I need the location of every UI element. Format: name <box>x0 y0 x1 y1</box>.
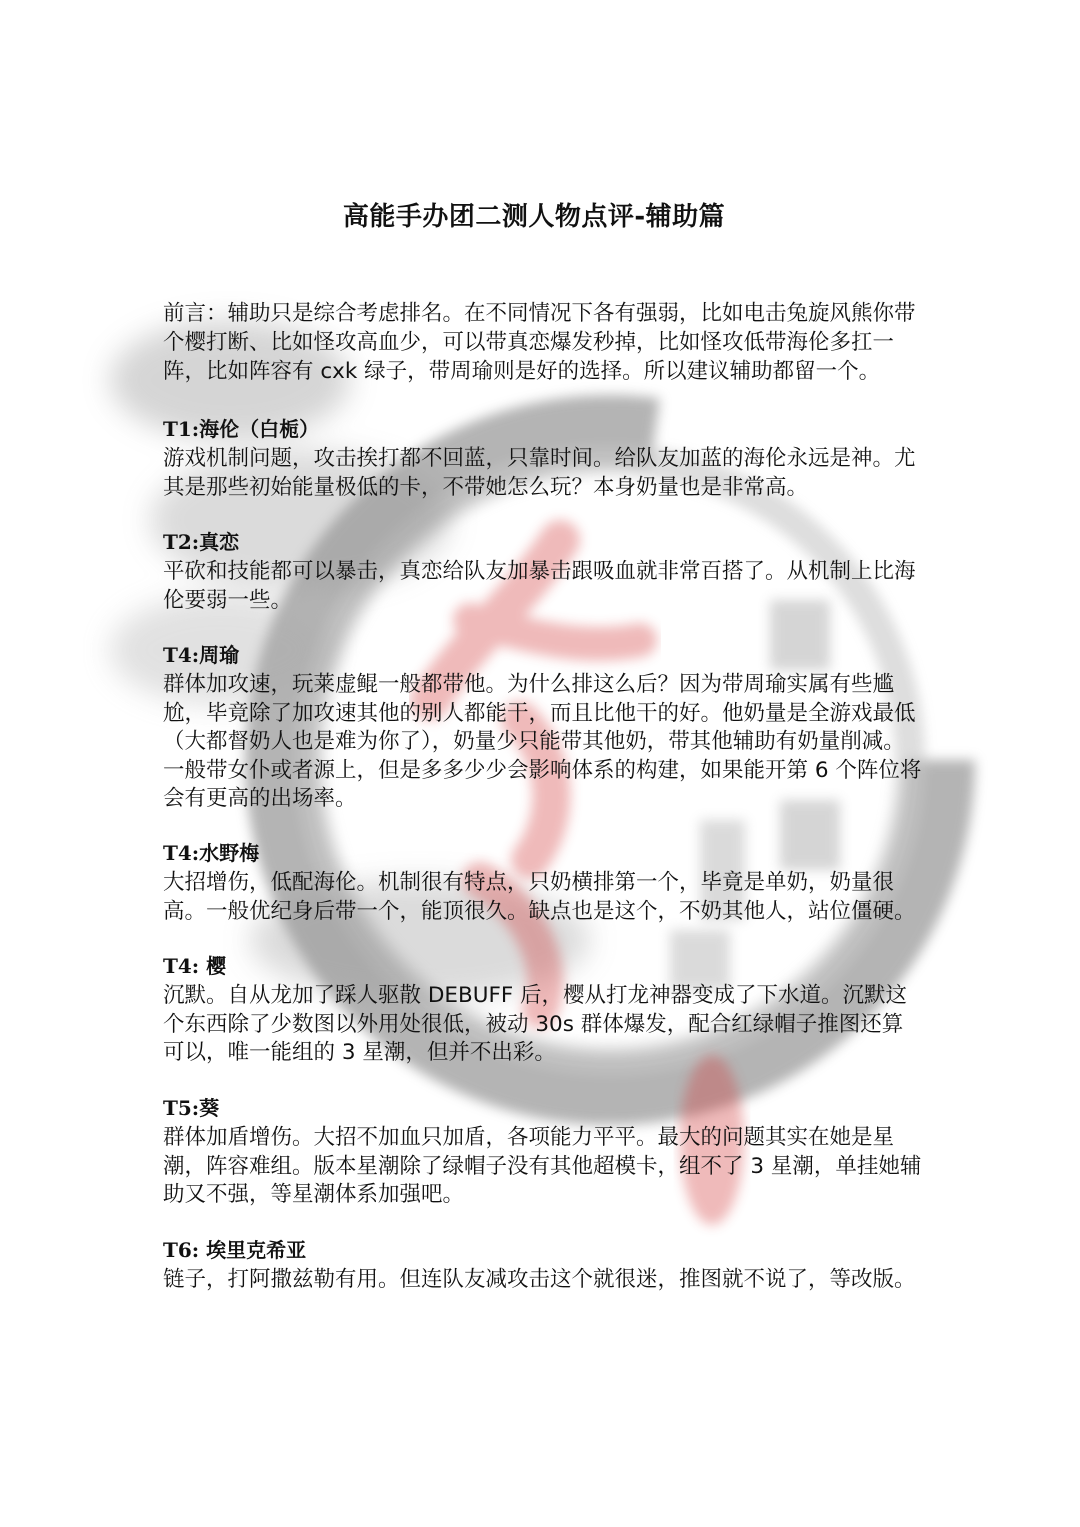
section-heading: T4:水野梅 <box>163 841 260 865</box>
section-body: 沉默。自从龙加了踩人驱散 DEBUFF 后，樱从打龙神器变成了下水道。沉默这个东西除了少数图以外用处很低，被动 30s 群体爆发，配合红绿帽子推图还算可以，唯一能组的 3 星潮，但并不出彩。 <box>163 983 908 1065</box>
section-heading: T1:海伦（白栀） <box>163 417 320 441</box>
section-body: 大招增伤，低配海伦。机制很有特点，只奶横排第一个，毕竟是单奶，奶量很高。一般优纪身后带一个，能顶很久。缺点也是这个，不奶其他人，站位僵硬。 <box>163 870 916 924</box>
section-t1-helen <box>163 415 923 502</box>
preface-paragraph: 前言：辅助只是综合考虑排名。在不同情况下各有强弱，比如电击兔旋风熊你带个樱打断、比如怪攻高血少，可以带真恋爆发秒掉，比如怪攻低带海伦多扛一阵，比如阵容有 cxk 绿子，带周瑜则是好的选择。所以建议辅助都留一个。 <box>163 301 916 384</box>
section-body: 群体加盾增伤。大招不加血只加盾，各项能力平平。最大的问题其实在她是星潮，阵容难组。版本星潮除了绿帽子没有其他超模卡，组不了 3 星潮，单挂她辅助又不强，等星潮体系加强吧。 <box>163 1125 922 1207</box>
section-t4-zhouyu <box>163 641 923 814</box>
section-t2-zhenlian <box>163 528 923 615</box>
section-t6-erichthia <box>163 1236 923 1295</box>
section-heading: T4: 樱 <box>163 954 227 978</box>
section-t5-aoi <box>163 1094 923 1210</box>
section-heading: T6: 埃里克希亚 <box>163 1238 307 1262</box>
section-heading: T5:葵 <box>163 1096 220 1120</box>
page-title: 高能手办团二测人物点评-辅助篇 <box>342 202 726 232</box>
section-body: 群体加攻速，玩莱虚鲲一般都带他。为什么排这么后？因为带周瑜实属有些尴尬，毕竟除了加攻速其他的别人都能干，而且比他干的好。他奶量是全游戏最低（大都督奶人也是难为你了），奶量少只能带其他奶，带其他辅助有奶量削减。一般带女仆或者源上，但是多多少少会影响体系的构建，如果能开第 6 个阵位将会有更高的出场率。 <box>163 672 922 811</box>
section-body: 平砍和技能都可以暴击，真恋给队友加暴击跟吸血就非常百搭了。从机制上比海伦要弱一些。 <box>163 559 916 613</box>
section-t4-sakura <box>163 952 923 1068</box>
section-t4-mizunoume <box>163 839 923 926</box>
section-body: 链子，打阿撒兹勒有用。但连队友减攻击这个就很迷，推图就不说了，等改版。 <box>163 1267 916 1292</box>
section-heading: T4:周瑜 <box>163 643 240 667</box>
section-heading: T2:真恋 <box>163 530 240 554</box>
section-body: 游戏机制问题，攻击挨打都不回蓝，只靠时间。给队友加蓝的海伦永远是神。尤其是那些初始能量极低的卡，不带她怎么玩？本身奶量也是非常高。 <box>163 446 916 500</box>
